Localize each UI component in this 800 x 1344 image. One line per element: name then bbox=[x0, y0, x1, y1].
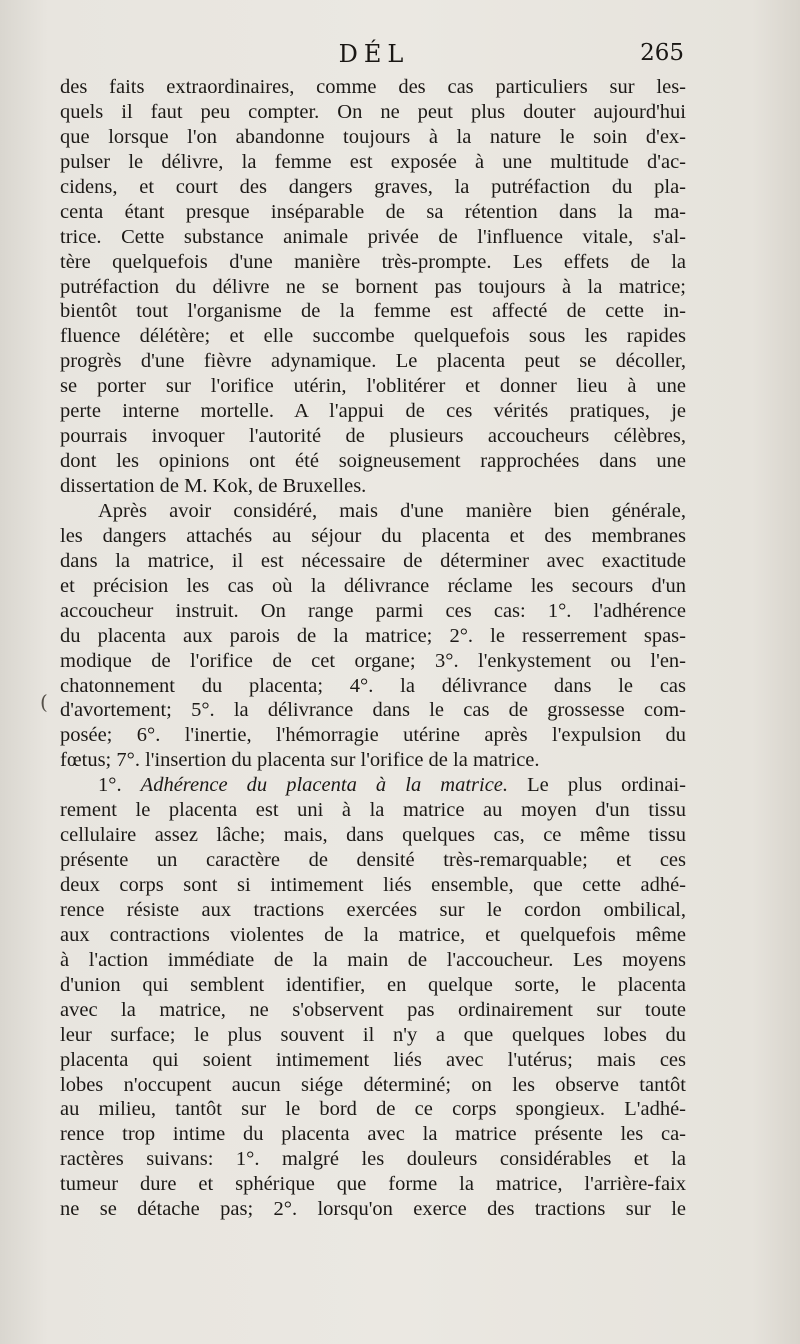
text-line: progrès d'une fièvre adynamique. Le placenta peut se décoller, bbox=[60, 350, 686, 373]
text-line: posée; 6°. l'inertie, l'hémorragie utérine après l'expulsion du bbox=[60, 724, 686, 747]
paragraph bbox=[60, 499, 686, 773]
text-line: à l'action immédiate de la main de l'accoucheur. Les moyens bbox=[60, 948, 686, 971]
text-line: cidens, et court des dangers graves, la putréfaction du pla- bbox=[60, 175, 686, 198]
page-header bbox=[60, 40, 688, 72]
text-line: au milieu, tantôt sur le bord de ce corps spongieux. L'adhé- bbox=[60, 1098, 686, 1121]
text-line: dissertation de M. Kok, de Bruxelles. bbox=[60, 475, 367, 497]
text-line: ne se détache pas; 2°. lorsqu'on exerce des tractions sur le bbox=[60, 1198, 686, 1221]
body-text bbox=[60, 75, 686, 1222]
text-line: du placenta aux parois de la matrice; 2°. le resserrement spas- bbox=[60, 624, 686, 647]
text-line: que lorsque l'on abandonne toujours à la nature le soin d'ex- bbox=[60, 125, 686, 148]
text-line: et précision les cas où la délivrance réclame les secours d'un bbox=[60, 574, 686, 597]
text-line: Après avoir considéré, mais d'une manière bien générale, bbox=[98, 499, 686, 522]
text-line: modique de l'orifice de cet organe; 3°. l'enkystement ou l'en- bbox=[60, 649, 686, 672]
text-line: placenta qui soient intimement liés avec l'utérus; mais ces bbox=[60, 1048, 686, 1071]
text-line: ractères suivans: 1°. malgré les douleurs considérables et la bbox=[60, 1148, 686, 1171]
text-line: lobes n'occupent aucun siége déterminé; on les observe tantôt bbox=[60, 1073, 686, 1096]
text-line: leur surface; le plus souvent il n'y a que quelques lobes du bbox=[60, 1023, 686, 1046]
text-line: accoucheur instruit. On range parmi ces cas: 1°. l'adhérence bbox=[60, 599, 686, 622]
margin-bracket-mark: ( bbox=[40, 690, 48, 714]
text-line: pulser le délivre, la femme est exposée à une multitude d'ac- bbox=[60, 150, 686, 173]
text-line: cellulaire assez lâche; mais, dans quelques cas, ce même tissu bbox=[60, 824, 686, 847]
text-line: des faits extraordinaires, comme des cas particuliers sur les- bbox=[60, 76, 686, 98]
text-line bbox=[60, 773, 686, 798]
text-line: rement le placenta est uni à la matrice au moyen d'un tissu bbox=[60, 799, 686, 822]
text-line: avec la matrice, ne s'observent pas ordinairement sur toute bbox=[60, 998, 686, 1021]
text-line: tère quelquefois d'une manière très-prompte. Les effets de la bbox=[60, 250, 686, 273]
text-line: tumeur dure et sphérique que forme la matrice, l'arrière-faix bbox=[60, 1173, 686, 1196]
text-line: deux corps sont si intimement liés ensemble, que cette adhé- bbox=[60, 874, 686, 896]
text-line: bientôt tout l'organisme de la femme est affecté de cette in- bbox=[60, 300, 686, 323]
text-line: putréfaction du délivre ne se bornent pas toujours à la matrice; bbox=[60, 275, 686, 298]
running-title: DÉL bbox=[338, 40, 410, 68]
paragraph bbox=[60, 75, 686, 499]
text-line: pourrais invoquer l'autorité de plusieurs accoucheurs célèbres, bbox=[60, 425, 686, 448]
text-line: centa étant presque inséparable de sa rétention dans la ma- bbox=[60, 200, 686, 223]
lead-text: Le plus ordinai- bbox=[527, 774, 686, 797]
paragraph bbox=[60, 773, 686, 1222]
text-line: fluence délétère; et elle succombe quelquefois sous les rapides bbox=[60, 325, 686, 348]
text-line: dont les opinions ont été soigneusement rapprochées dans une bbox=[60, 450, 686, 473]
section-heading: Adhérence du placenta à la matrice. bbox=[140, 774, 509, 797]
text-line: perte interne mortelle. A l'appui de ces vérités pratiques, je bbox=[60, 400, 686, 423]
text-line: aux contractions violentes de la matrice, et quelquefois même bbox=[60, 923, 686, 946]
section-number: 1°. bbox=[98, 774, 122, 797]
text-line: les dangers attachés au séjour du placenta et des membranes bbox=[60, 524, 686, 547]
text-line: dans la matrice, il est nécessaire de déterminer avec exactitude bbox=[60, 549, 686, 572]
text-line: rence trop intime du placenta avec la matrice présente les ca- bbox=[60, 1123, 686, 1146]
text-line: d'avortement; 5°. la délivrance dans le cas de grossesse com- bbox=[60, 699, 686, 722]
text-line: chatonnement du placenta; 4°. la délivrance dans le cas bbox=[60, 674, 686, 697]
text-line: fœtus; 7°. l'insertion du placenta sur l'orifice de la matrice. bbox=[60, 749, 540, 772]
text-line: présente un caractère de densité très-remarquable; et ces bbox=[60, 849, 686, 872]
page-number: 265 bbox=[640, 40, 684, 66]
text-line: quels il faut peu compter. On ne peut plus douter aujourd'hui bbox=[60, 100, 686, 123]
text-line: se porter sur l'orifice utérin, l'oblitérer et donner lieu à une bbox=[60, 375, 686, 398]
text-line: rence résiste aux tractions exercées sur le cordon ombilical, bbox=[60, 898, 686, 921]
text-line: trice. Cette substance animale privée de l'influence vitale, s'al- bbox=[60, 225, 686, 248]
text-line: d'union qui semblent identifier, en quelque sorte, le placenta bbox=[60, 973, 686, 996]
